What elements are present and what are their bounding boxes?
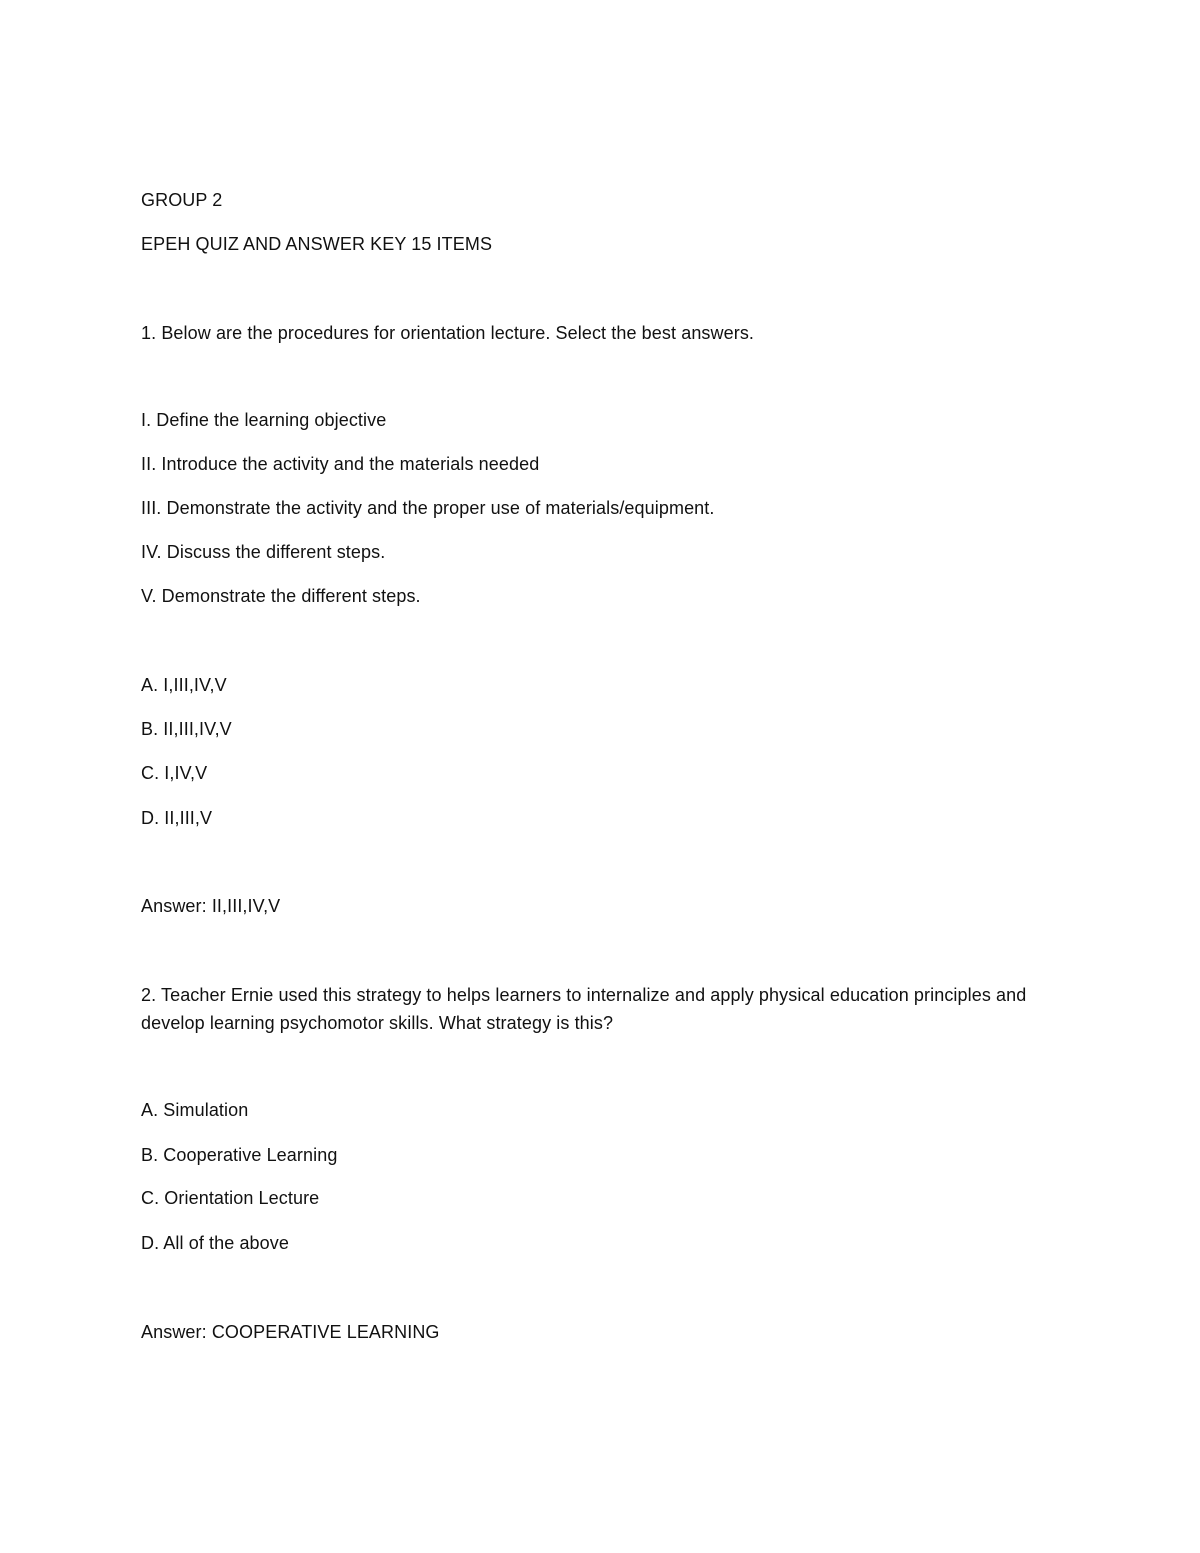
q1-step-4: IV. Discuss the different steps. [141, 542, 386, 562]
q2-answer: Answer: COOPERATIVE LEARNING [141, 1322, 440, 1342]
q1-choice-c: C. I,IV,V [141, 763, 208, 783]
q1-step-5: V. Demonstrate the different steps. [141, 586, 421, 606]
q2-choice-c: C. Orientation Lecture [141, 1188, 320, 1208]
q1-step-2: II. Introduce the activity and the materials needed [141, 454, 540, 474]
q1-choice-d: D. II,III,V [141, 808, 213, 828]
q1-choice-a: A. I,III,IV,V [141, 675, 227, 695]
question-1-text: 1. Below are the procedures for orientation lecture. Select the best answers. [141, 323, 755, 343]
q1-answer: Answer: II,III,IV,V [141, 896, 281, 916]
q1-step-1: I. Define the learning objective [141, 410, 387, 430]
q2-choice-d: D. All of the above [141, 1233, 289, 1253]
document-title: EPEH QUIZ AND ANSWER KEY 15 ITEMS [141, 234, 493, 254]
group-label: GROUP 2 [141, 190, 223, 210]
q2-choice-b: B. Cooperative Learning [141, 1145, 338, 1165]
question-2-text: 2. Teacher Ernie used this strategy to helps learners to internalize and apply physical education principles and develop learning psychomotor skills. What strategy is this? [141, 985, 1027, 1033]
q2-choice-a: A. Simulation [141, 1100, 249, 1120]
q1-step-3: III. Demonstrate the activity and the proper use of materials/equipment. [141, 498, 715, 518]
q1-choice-b: B. II,III,IV,V [141, 719, 232, 739]
